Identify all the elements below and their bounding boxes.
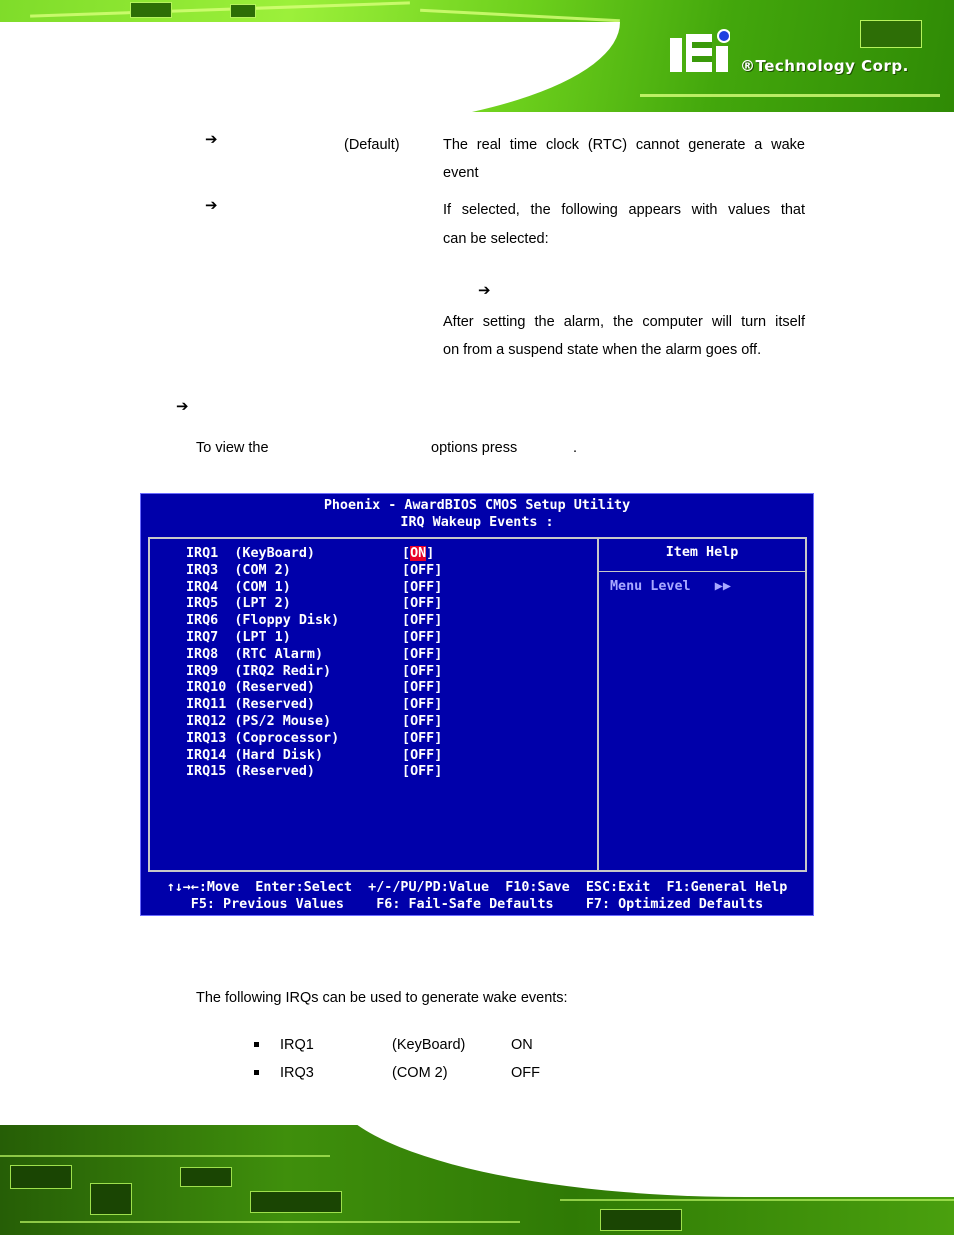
irq-list-name: IRQ1 — [280, 1037, 314, 1053]
bios-item-value-text: ON — [410, 546, 427, 561]
bios-item-label: IRQ9 (IRQ2 Redir) — [186, 663, 332, 679]
bios-title: Phoenix - AwardBIOS CMOS Setup Utility — [323, 498, 631, 513]
bios-item-row[interactable] — [186, 748, 442, 765]
bios-item-label: IRQ5 (LPT 2) — [186, 596, 291, 612]
bios-item-value-text: OFF — [410, 579, 435, 595]
bios-item-label: IRQ12 (PS/2 Mouse) — [186, 714, 332, 729]
bios-item-value[interactable]: [OFF] — [402, 663, 443, 679]
bios-item-value[interactable]: [OFF] — [402, 613, 443, 629]
bios-item-row[interactable] — [186, 546, 434, 563]
bios-item-value-text: OFF — [410, 663, 435, 679]
bios-item-value[interactable]: [ON] — [402, 546, 435, 561]
bios-item-row[interactable] — [186, 563, 442, 580]
bios-item-value-text: OFF — [410, 747, 435, 763]
bullet-icon — [254, 1042, 259, 1047]
bios-item-row[interactable] — [186, 630, 442, 647]
following-irqs-text: The following IRQs can be used to generate wake events: — [196, 990, 568, 1006]
intro-text-middle: options press — [431, 440, 518, 456]
bios-item-value[interactable]: [OFF] — [402, 697, 443, 713]
item-help-title: Item Help — [665, 545, 739, 560]
bullet-icon — [254, 1070, 259, 1075]
bios-item-value[interactable]: [OFF] — [402, 764, 443, 780]
option-desc-line: event — [443, 165, 479, 181]
intro-text-end: . — [573, 440, 578, 456]
bios-item-value-text: OFF — [410, 680, 435, 696]
bios-subtitle: IRQ Wakeup Events : — [400, 515, 554, 530]
bios-item-label: IRQ6 (Floppy Disk) — [186, 613, 340, 629]
option-desc-line: can be selected: — [443, 231, 549, 247]
bios-item-row[interactable] — [186, 680, 442, 697]
bios-key-legend: F5: Previous Values F6: Fail-Safe Defaults F7: Optimized Defaults — [190, 897, 764, 912]
bios-item-value-text: OFF — [410, 714, 435, 729]
bios-item-value[interactable]: [OFF] — [402, 747, 443, 763]
bios-help-divider — [599, 571, 805, 572]
bios-item-value[interactable]: [OFF] — [402, 646, 443, 662]
arrow-icon: ➔ — [205, 130, 218, 148]
irq-list-name: IRQ3 — [280, 1065, 314, 1081]
option-desc-line: If selected, the following appears with values that — [443, 202, 805, 218]
arrow-icon: ➔ — [205, 196, 218, 214]
irq-list-state: OFF — [511, 1065, 540, 1081]
company-name: ®Technology Corp. — [740, 57, 909, 75]
bios-item-value-text: OFF — [410, 562, 435, 578]
bios-divider — [597, 537, 599, 872]
bios-item-row[interactable] — [186, 697, 442, 714]
bios-item-label: IRQ8 (RTC Alarm) — [186, 646, 324, 662]
bios-item-label: IRQ1 (KeyBoard) — [186, 546, 315, 561]
bios-item-row[interactable] — [186, 613, 442, 630]
bios-item-value[interactable]: [OFF] — [402, 596, 443, 612]
iei-logo — [668, 28, 730, 74]
bios-key-legend: ↑↓→←:Move Enter:Select +/-/PU/PD:Value F10:Save ESC:Exit F1:General Help — [166, 880, 788, 895]
bios-item-value-text: OFF — [410, 730, 435, 746]
irq-list-state: ON — [511, 1037, 533, 1053]
bios-item-row[interactable] — [186, 580, 442, 597]
bios-item-row[interactable] — [186, 731, 442, 748]
option-default-tag: (Default) — [344, 137, 400, 153]
bios-item-value[interactable]: [OFF] — [402, 579, 443, 595]
irq-list-device: (KeyBoard) — [392, 1037, 466, 1053]
bios-screen — [140, 493, 814, 916]
arrow-icon: ➔ — [478, 281, 491, 299]
alarm-note-line: After setting the alarm, the computer will turn itself — [443, 314, 805, 330]
bios-item-label: IRQ3 (COM 2) — [186, 562, 291, 578]
bios-item-row[interactable] — [186, 714, 442, 731]
bios-item-value[interactable]: [OFF] — [402, 562, 443, 578]
intro-text-start: To view the — [196, 440, 269, 456]
option-desc-line: The real time clock (RTC) cannot generate a wake — [443, 137, 805, 153]
bios-item-value-text: OFF — [410, 764, 435, 780]
bios-item-value-text: OFF — [410, 630, 435, 645]
bios-item-value[interactable]: [OFF] — [402, 730, 443, 746]
bios-item-value-text: OFF — [410, 596, 435, 612]
bios-item-value[interactable]: [OFF] — [402, 630, 443, 645]
bios-item-row[interactable] — [186, 664, 442, 681]
bios-item-value-text: OFF — [410, 613, 435, 629]
bios-item-value-text: OFF — [410, 697, 435, 713]
bios-item-row[interactable] — [186, 764, 442, 781]
page-header-banner — [0, 0, 954, 112]
alarm-note-line: on from a suspend state when the alarm goes off. — [443, 342, 762, 358]
bios-item-label: IRQ10 (Reserved) — [186, 680, 315, 696]
menu-level-label: Menu Level ▶▶ — [610, 579, 731, 594]
bios-item-label: IRQ13 (Coprocessor) — [186, 730, 340, 746]
bios-item-value[interactable]: [OFF] — [402, 714, 443, 729]
bios-item-label: IRQ14 (Hard Disk) — [186, 747, 324, 763]
irq-list-device: (COM 2) — [392, 1065, 448, 1081]
page-footer-banner — [0, 1125, 954, 1235]
bios-item-label: IRQ15 (Reserved) — [186, 764, 315, 780]
bios-item-label: IRQ7 (LPT 1) — [186, 630, 291, 645]
bios-item-row[interactable] — [186, 647, 442, 664]
bios-item-label: IRQ11 (Reserved) — [186, 697, 315, 713]
bios-item-label: IRQ4 (COM 1) — [186, 579, 291, 595]
arrow-icon: ➔ — [176, 397, 189, 415]
bios-item-value[interactable]: [OFF] — [402, 680, 443, 696]
bios-item-value-text: OFF — [410, 646, 435, 662]
bios-item-row[interactable] — [186, 596, 442, 613]
